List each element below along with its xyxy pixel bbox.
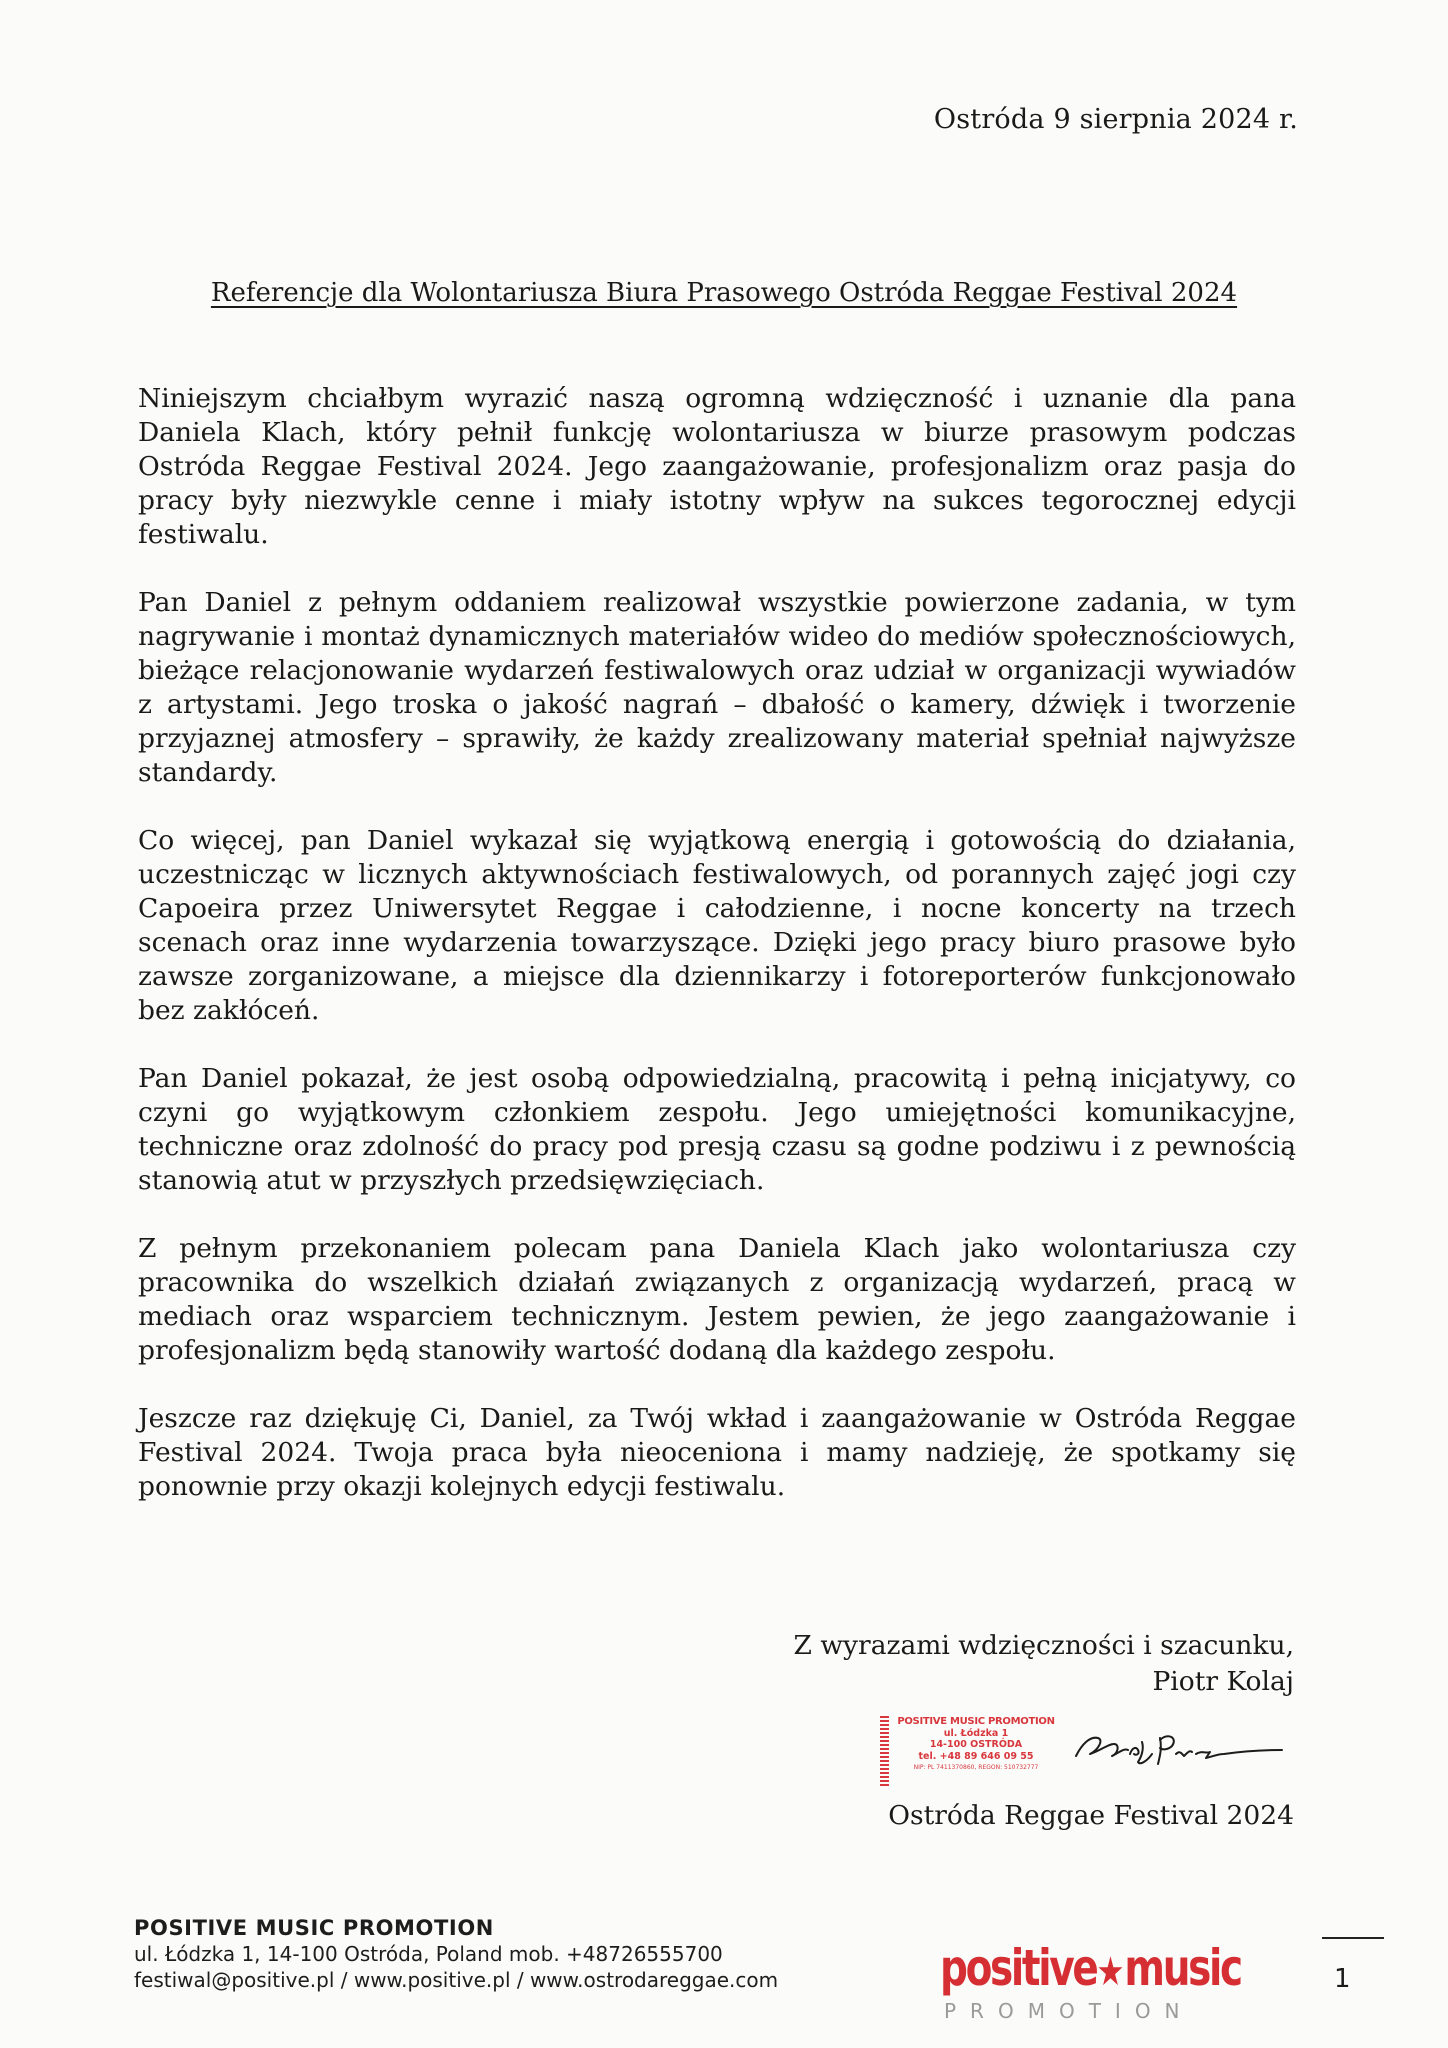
stamp-bar <box>880 1716 889 1788</box>
paragraph-1: Niniejszym chciałbym wyrazić naszą ogromną wdzięczność i uznanie dla pana Daniela Klach, który pełnił funkcję wolontariusza w biurze prasowym podczas Ostróda Reggae Festival 2024. Jego zaangażowanie, profesjonalizm oraz pasja do pracy były niezwykle cenne i miały istotny wpływ na sukces tegorocznej edycji festiwalu. <box>138 383 1296 550</box>
paragraph-3: Co więcej, pan Daniel wykazał się wyjątkową energią i gotowością do działania, uczestnicząc w licznych aktywnościach festiwalowych, od porannych zajęć jogi czy Capoeira przez Uniwersytet Reggae i całodzienne, i nocne koncerty na trzech scenach oraz inne wydarzenia towarzyszące. Dzięki jego pracy biuro prasowe było zawsze zorganizowane, a miejsce dla dziennikarzy i fotoreporterów funkcjonowało bez zakłóceń. <box>138 825 1296 1026</box>
page-number-rule <box>1322 1937 1384 1939</box>
organization-name: Ostróda Reggae Festival 2024 <box>888 1800 1294 1831</box>
logo-word-left: positive <box>940 1939 1097 1997</box>
stamp-phone: tel. +48 89 646 09 55 <box>918 1750 1034 1762</box>
logo-subtitle: PROMOTION <box>944 1999 1194 2023</box>
letter-body <box>138 382 1296 1538</box>
handwritten-signature <box>1068 1714 1288 1774</box>
logo-word-right: music <box>1124 1939 1241 1997</box>
closing-phrase: Z wyrazami wdzięczności i szacunku, <box>793 1630 1294 1661</box>
paragraph-4: Pan Daniel pokazał, że jest osobą odpowiedzialną, pracowitą i pełną inicjatywy, co czyni go wyjątkowym członkiem zespołu. Jego umiejętności komunikacyjne, techniczne oraz zdolność do pracy pod presją czasu są godne podziwu i z pewnością stanowią atut w przyszłych przedsięwzięciach. <box>138 1063 1296 1196</box>
stamp-street: ul. Łódzka 1 <box>943 1727 1009 1739</box>
stamp-ids: NIP: PL 7411370860, REGON: 510732777 <box>913 1764 1039 1771</box>
letter-title: Referencje dla Wolontariusza Biura Prasowego Ostróda Reggae Festival 2024 <box>210 278 1238 308</box>
logo-wordmark <box>940 1939 1241 2000</box>
positive-music-logo <box>940 1939 1241 2028</box>
closing-block <box>794 1628 1294 1700</box>
footer-address: ul. Łódzka 1, 14-100 Ostróda, Poland mob. +48726555700 <box>134 1942 723 1966</box>
star-icon: ★ <box>1096 1949 1125 1995</box>
letter-date: Ostróda 9 sierpnia 2024 r. <box>933 104 1298 135</box>
stamp-city: 14-100 OSTRÓDA <box>929 1739 1023 1750</box>
footer-contact <box>134 1915 778 1993</box>
stamp-company: POSITIVE MUSIC PROMOTION <box>897 1716 1055 1727</box>
company-stamp <box>880 1716 1060 1788</box>
paragraph-5: Z pełnym przekonaniem polecam pana Daniela Klach jako wolontariusza czy pracownika do wszelkich działań związanych z organizacją wydarzeń, pracą w mediach oraz wsparciem technicznym. Jestem pewien, że jego zaangażowanie i profesjonalizm będą stanowiły wartość dodaną dla każdego zespołu. <box>138 1233 1296 1366</box>
page-number: 1 <box>1334 1964 1351 1994</box>
paragraph-2: Pan Daniel z pełnym oddaniem realizował wszystkie powierzone zadania, w tym nagrywanie i montaż dynamicznych materiałów wideo do mediów społecznościowych, bieżące relacjonowanie wydarzeń festiwalowych oraz udział w organizacji wywiadów z artystami. Jego troska o jakość nagrań – dbałość o kamery, dźwięk i tworzenie przyjaznej atmosfery – sprawiły, że każdy zrealizowany materiał spełniał najwyższe standardy. <box>138 587 1296 788</box>
footer-company: POSITIVE MUSIC PROMOTION <box>134 1916 494 1940</box>
footer-contacts: festiwal@positive.pl / www.positive.pl / www.ostrodareggae.com <box>134 1968 779 1992</box>
signer-name: Piotr Kolaj <box>1152 1666 1294 1697</box>
paragraph-6: Jeszcze raz dziękuję Ci, Daniel, za Twój wkład i zaangażowanie w Ostróda Reggae Festival 2024. Twoja praca była nieoceniona i mamy nadzieję, że spotkamy się ponownie przy okazji kolejnych edycji festiwalu. <box>138 1403 1296 1502</box>
